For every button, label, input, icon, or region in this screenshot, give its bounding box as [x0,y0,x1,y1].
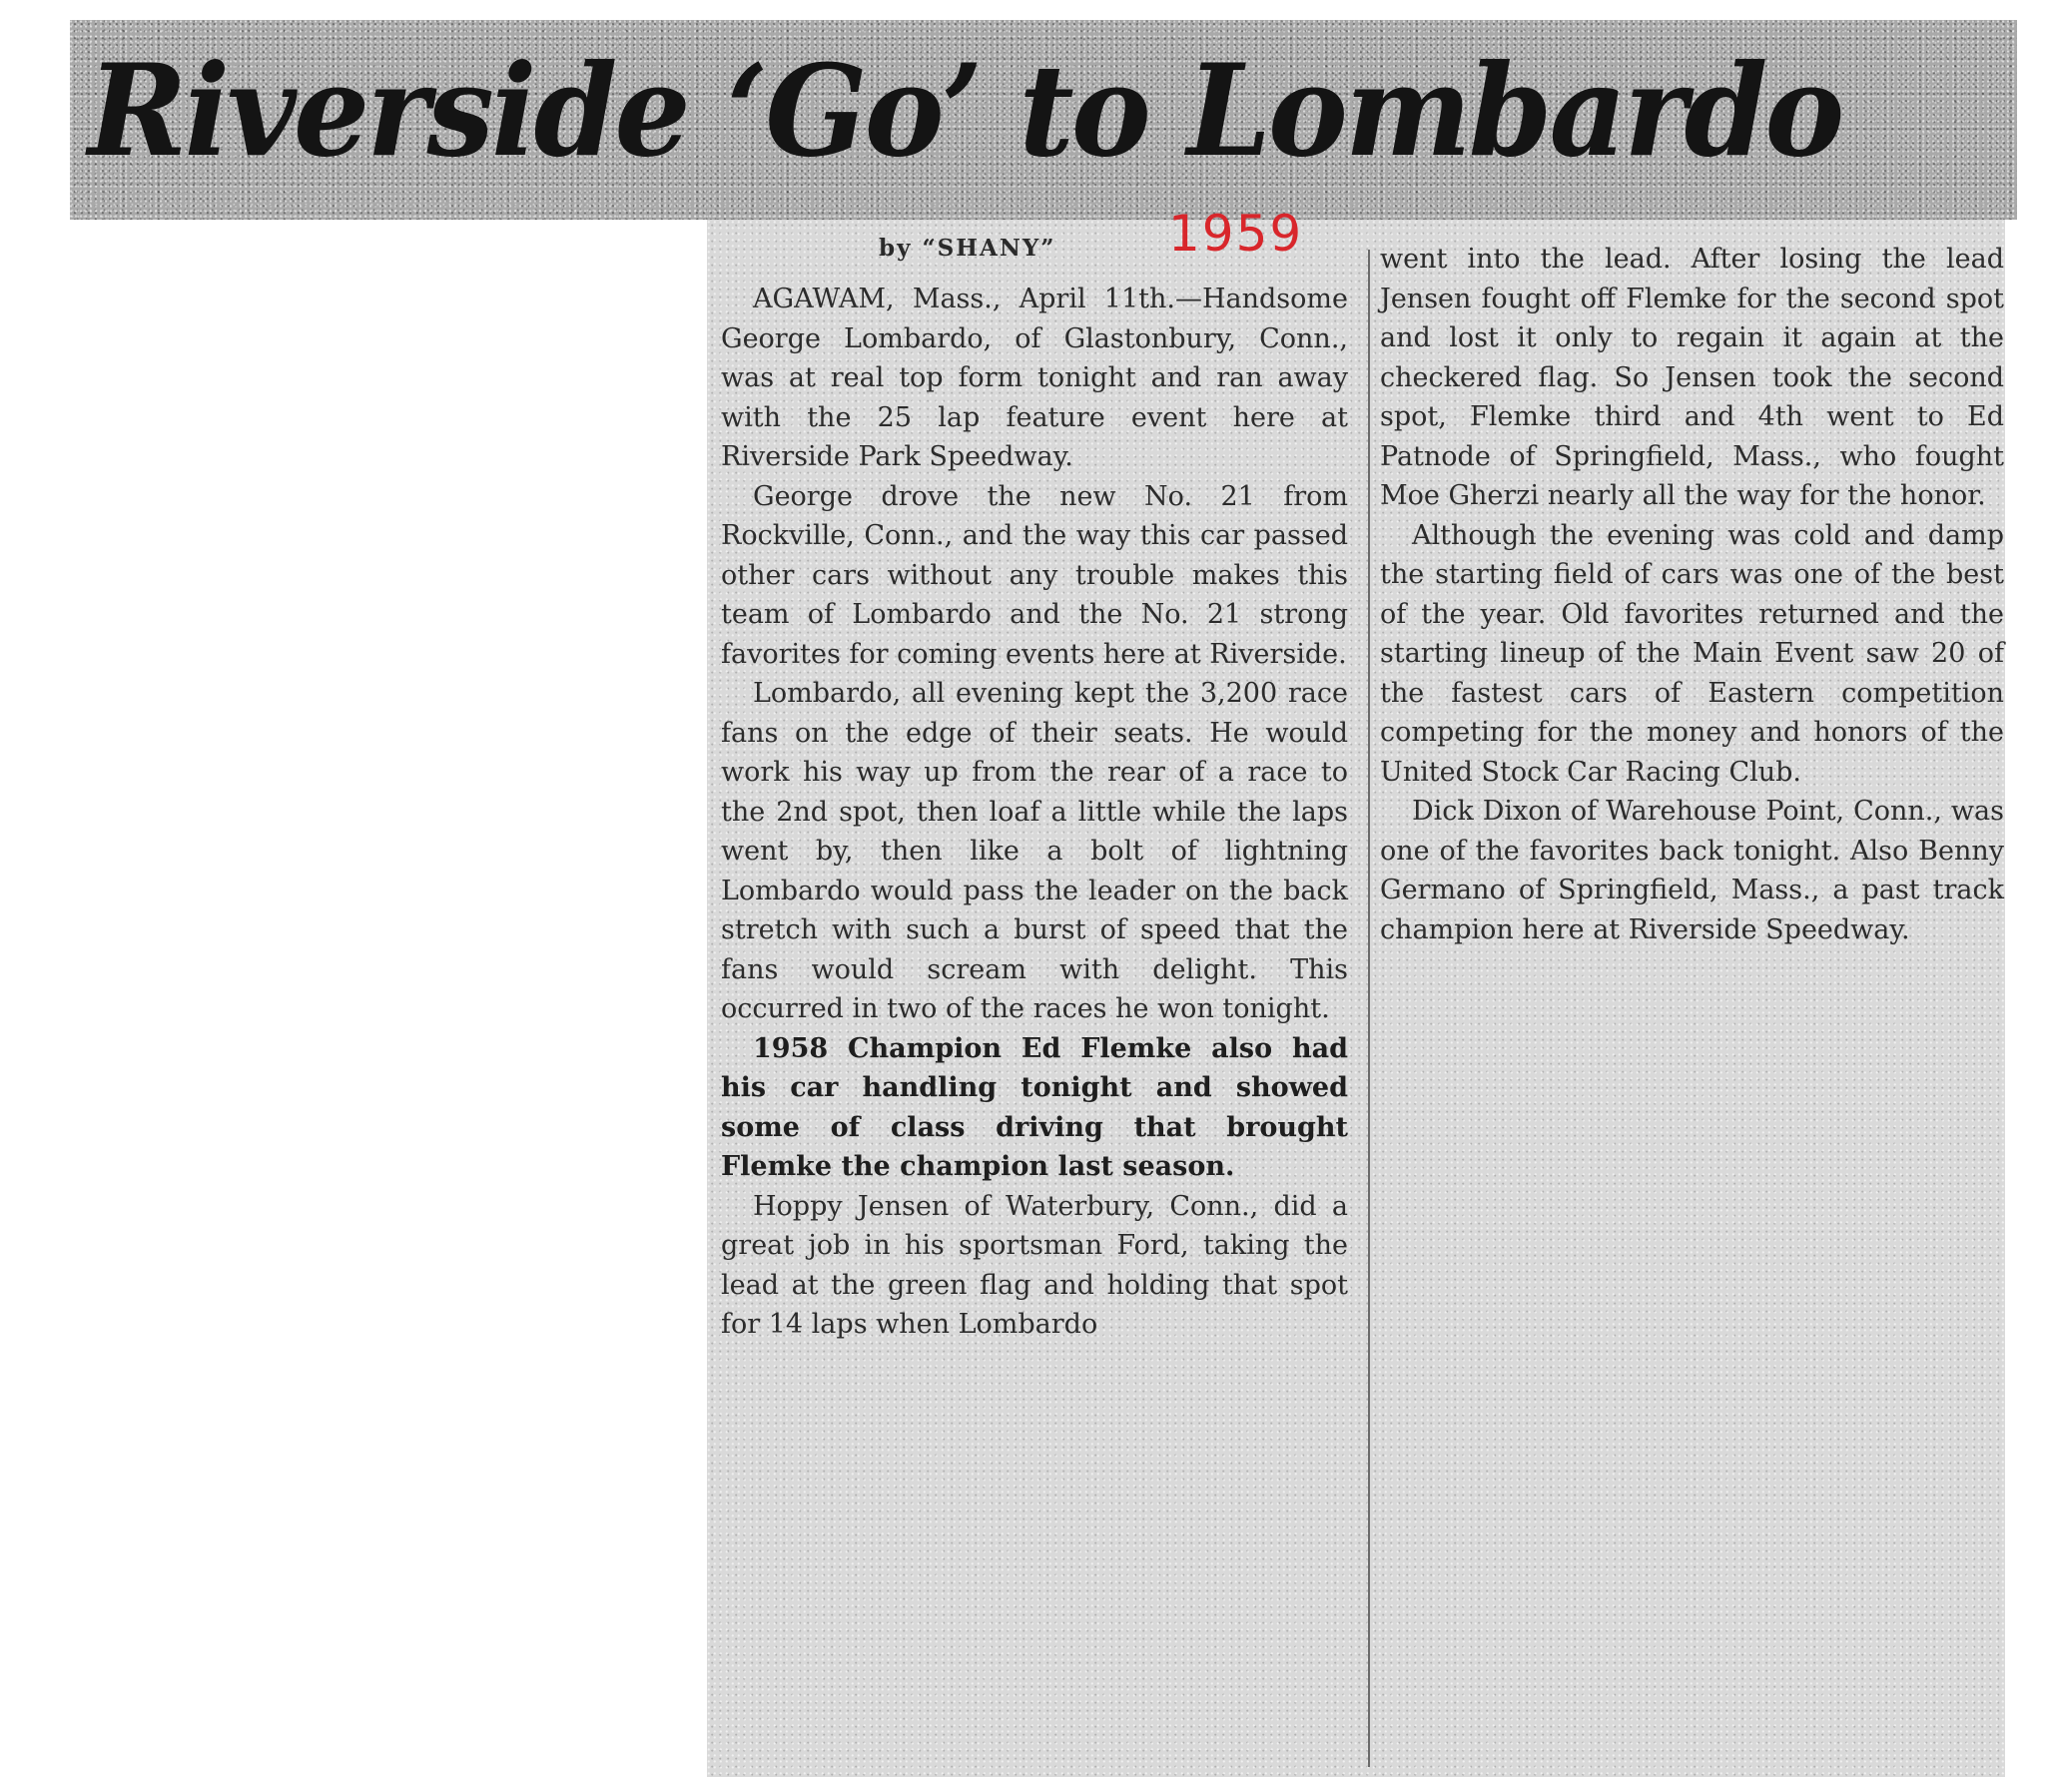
paragraph: 1958 Champion Ed Flemke also had his car handling tonight and showed some of class driving that brought Flemke the champion last season. [721,1032,1348,1182]
paragraph-continued: went into the lead. After losing the lead Jensen fought off Flemke for the second spot and lost it only to regain it again at the checkered flag. So Jensen took the second spot, Flemke third and 4th went to Ed Patnode of Springfield, Mass., who fought Moe Gherzi nearly all the way for the honor. [1380,244,2004,511]
byline: by “SHANY” [879,235,1056,262]
paragraph: Hoppy Jensen of Waterbury, Conn., did a great job in his sportsman Ford, taking the lead at the green flag and holding that spot for 14 laps when Lombardo [721,1190,1348,1340]
paragraph: Lombardo, all evening kept the 3,200 race fans on the edge of their seats. He would work his way up from the rear of a race to the 2nd spot, then loaf a little while the laps went by, then like a bolt of lightning Lombardo would pass the leader on the back stretch with such a burst of speed that the fans would scream with delight. This occurred in two of the races he won tonight. [721,678,1348,1024]
article-column-right [1380,240,2004,949]
paragraph: Dick Dixon of Warehouse Point, Conn., was one of the favorites back tonight. Also Benny Germano of Springfield, Mass., a past track champion here at Riverside Speedway. [1380,796,2004,945]
paragraph-dateline: AGAWAM, Mass., April 11th.—Handsome George Lombardo, of Glastonbury, Conn., was at real top form tonight and ran away with the 25 lap feature event here at Riverside Park Speedway. [721,284,1348,472]
paragraph: Although the evening was cold and damp the starting field of cars was one of the best of the year. Old favorites returned and the starting lineup of the Main Event saw 20 of the fastest cars of Eastern competition competing for the money and honors of the United Stock Car Racing Club. [1380,519,2004,788]
handwritten-year: 1959 [1168,205,1304,263]
paragraph: George drove the new No. 21 from Rockville, Conn., and the way this car passed other cars without any trouble makes this team of Lombardo and the No. 21 strong favorites for coming events here at Riverside. [721,480,1348,670]
article-column-left [721,280,1348,1345]
headline: Riverside ‘Go’ to Lombardo [88,37,1842,185]
column-divider [1368,250,1370,1767]
